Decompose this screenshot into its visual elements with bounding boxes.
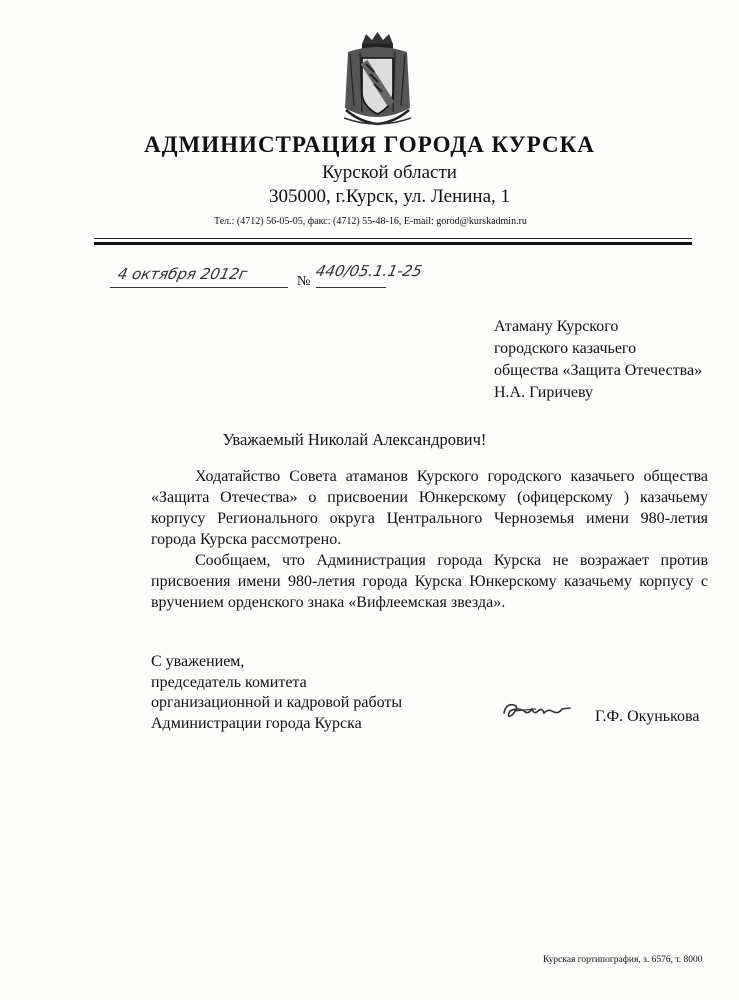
- handwritten-signature-icon: [500, 697, 580, 725]
- printer-imprint: Курская гортипография, з. 6576, т. 8000: [543, 955, 703, 965]
- salutation: Уважаемый Николай Александрович!: [222, 430, 487, 449]
- signer-name: Г.Ф. Окунькова: [595, 708, 700, 725]
- coat-of-arms-icon: [340, 30, 415, 128]
- body-paragraph: Сообщаем, что Администрация города Курска не возражает против присвоения имени 980-летия города Курска Юнкерскому казачьему корпусу с вручением орденского знака «Вифлеемская звезда».: [151, 552, 708, 611]
- registration-date: 4 октября 2012г: [116, 265, 249, 283]
- registration-date-line: [110, 287, 288, 288]
- letterhead-divider-thick: [94, 242, 692, 245]
- addressee-line: городского казачьего: [494, 340, 637, 357]
- organization-region: Курской области: [322, 162, 457, 183]
- letterhead-divider-thin: [94, 238, 692, 239]
- registration-number: 440/05.1.1-25: [314, 262, 424, 280]
- closing-line: организационной и кадровой работы: [151, 694, 403, 711]
- organization-title: АДМИНИСТРАЦИЯ ГОРОДА КУРСКА: [144, 132, 595, 157]
- registration-number-line: [316, 287, 386, 288]
- addressee-line: общества «Защита Отечества»: [494, 362, 703, 379]
- addressee-line: Н.А. Гиричеву: [494, 384, 594, 401]
- organization-contacts: Тел.: (4712) 56-05-05, факс: (4712) 55-48-16, E-mail: gorod@kurskadmin.ru: [214, 216, 527, 227]
- letter-body: [151, 466, 708, 613]
- registration-number-sign: №: [297, 274, 311, 289]
- body-paragraph: Ходатайство Совета атаманов Курского городского казачьего общества «Защита Отечества» о присвоении Юнкерскому (офицерскому ) казачьему корпусу Регионального округа Центрального Черноземья имени 980-летия города Курска рассмотрено.: [151, 468, 708, 548]
- organization-address: 305000, г.Курск, ул. Ленина, 1: [268, 186, 511, 207]
- closing-line: С уважением,: [151, 653, 245, 670]
- addressee-block: [494, 316, 702, 404]
- closing-block: [151, 652, 402, 734]
- closing-line: Администрации города Курска: [151, 714, 362, 732]
- addressee-line: Атаману Курского: [494, 318, 619, 335]
- closing-line: председатель комитета: [151, 673, 307, 691]
